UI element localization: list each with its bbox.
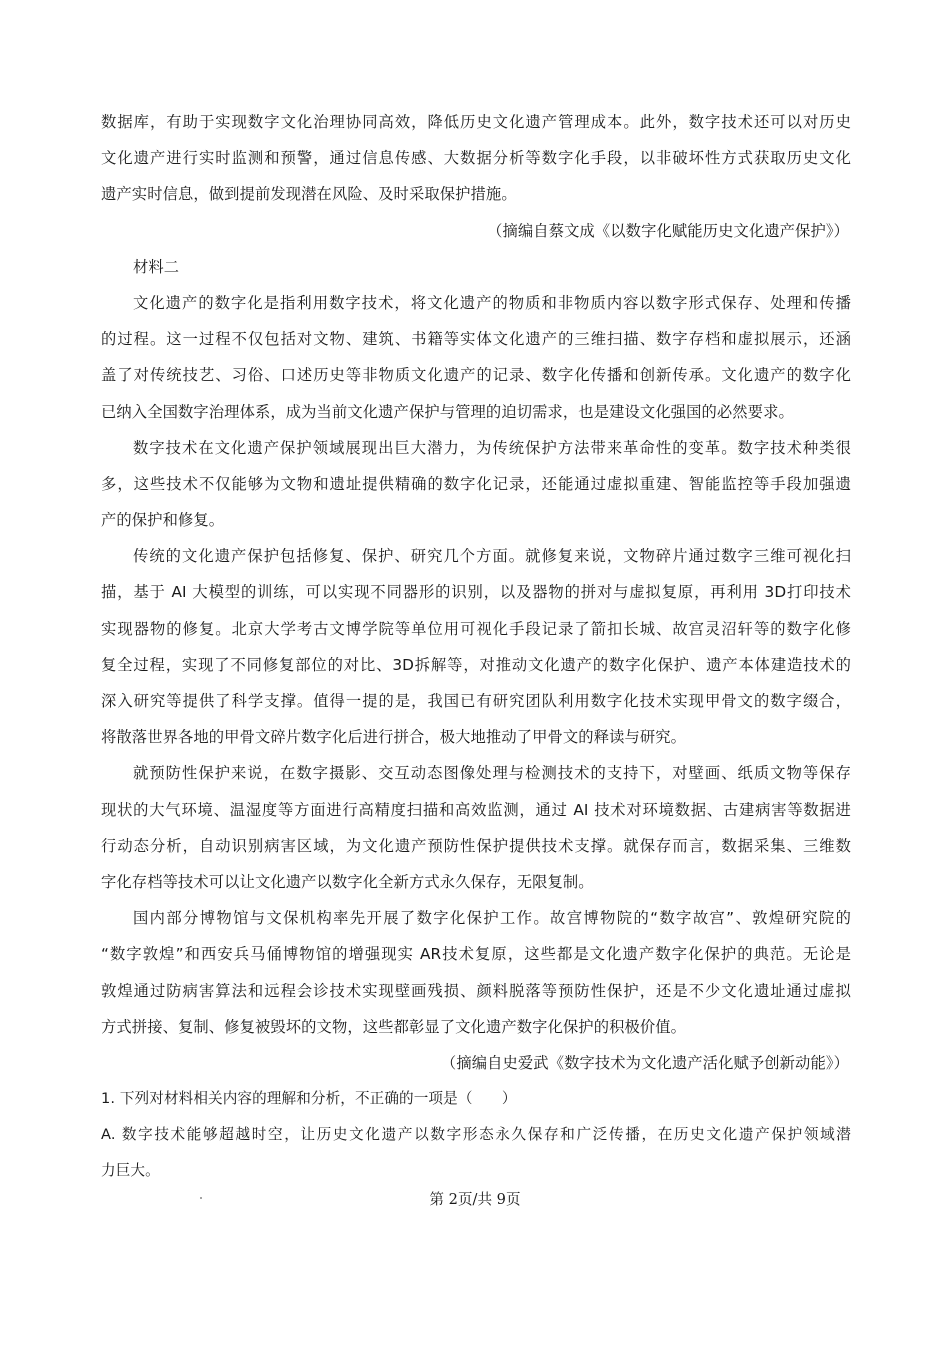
- material-2-paragraph-1: [101, 285, 851, 430]
- text-line: 行动态分析，自动识别病害区域，为文化遗产预防性保护提供技术支撑。就保存而言，数据采集、三维数: [101, 836, 851, 855]
- text-line: 文化遗产的数字化是指利用数字技术，将文化遗产的物质和非物质内容以数字形式保存、处理和传播: [133, 293, 851, 312]
- text-line: 字化存档等技术可以让文化遗产以数字化全新方式永久保存，无限复制。: [101, 872, 594, 891]
- material-2-paragraph-3: [101, 538, 851, 755]
- text-line: 方式拼接、复制、修复被毁坏的文物，这些都彰显了文化遗产数字化保护的积极价值。: [101, 1017, 687, 1036]
- material-2-paragraph-5: [101, 900, 851, 1045]
- text-line: 复全过程，实现了不同修复部位的对比、3D拆解等，对推动文化遗产的数字化保护、遗产本体建造技术的: [101, 655, 851, 674]
- text-line: 已纳入全国数字治理体系，成为当前文化遗产保护与管理的迫切需求，也是建设文化强国的必然要求。: [101, 402, 794, 421]
- text-line: 产的保护和修复。: [101, 511, 225, 530]
- text-line: 国内部分博物馆与文保机构率先开展了数字化保护工作。故宫博物院的“数字故宫”、敦煌研究院的: [133, 909, 851, 928]
- text-line: 传统的文化遗产保护包括修复、保护、研究几个方面。就修复来说，文物碎片通过数字三维可视化扫: [133, 547, 851, 566]
- source-citation-2: （摘编自史爱武《数字技术为文化遗产活化赋予创新动能》）: [440, 1053, 849, 1072]
- document-body: [101, 104, 851, 1190]
- source-citation-1: （摘编自蔡文成《以数字化赋能历史文化遗产保护》）: [487, 221, 849, 240]
- text-line: 数据库，有助于实现数字文化治理协同高效，降低历史文化遗产管理成本。此外，数字技术还可以对历史: [101, 113, 851, 131]
- material-2-heading: 材料二: [133, 257, 180, 276]
- text-line: 文化遗产进行实时监测和预警，通过信息传感、大数据分析等数字化手段，以非破坏性方式获取历史文化: [101, 149, 851, 168]
- text-line: “数字敦煌”和西安兵马俑博物馆的增强现实 AR技术复原，这些都是文化遗产数字化保护的典范。无论是: [101, 945, 851, 964]
- option-a-line: A. 数字技术能够超越时空，让历史文化遗产以数字形态永久保存和广泛传播，在历史文化遗产保护领域潜: [101, 1126, 851, 1144]
- question-stem: 1. 下列对材料相关内容的理解和分析，不正确的一项是（ ）: [101, 1090, 517, 1108]
- question-1: [101, 1081, 851, 1190]
- text-line: 数字技术在文化遗产保护领域展现出巨大潜力，为传统保护方法带来革命性的变革。数字技术种类很: [133, 438, 851, 457]
- text-line: 将散落世界各地的甲骨文碎片数字化后进行拼合，极大地推动了甲骨文的释读与研究。: [101, 728, 687, 747]
- option-a-line: 力巨大。: [101, 1162, 160, 1180]
- text-line: 盖了对传统技艺、习俗、口述历史等非物质文化遗产的记录、数字化传播和创新传承。文化遗产的数字化: [101, 366, 851, 385]
- paragraph-top: [101, 104, 851, 213]
- material-2-paragraph-4: [101, 755, 851, 900]
- text-line: 现状的大气环境、温湿度等方面进行高精度扫描和高效监测，通过 AI 技术对环境数据、古建病害等数据进: [101, 800, 851, 819]
- text-line: 深入研究等提供了科学支撑。值得一提的是，我国已有研究团队利用数字化技术实现甲骨文的数字缀合，: [101, 692, 851, 710]
- material-2-paragraph-2: [101, 430, 851, 539]
- text-line: 就预防性保护来说，在数字摄影、交互动态图像处理与检测技术的支持下，对壁画、纸质文物等保存: [133, 764, 851, 783]
- text-line: 的过程。这一过程不仅包括对文物、建筑、书籍等实体文化遗产的三维扫描、数字存档和虚拟展示，还涵: [101, 330, 851, 349]
- text-line: 敦煌通过防病害算法和远程会诊技术实现壁画残损、颜料脱落等预防性保护，还是不少文化遗址通过虚拟: [101, 981, 851, 1000]
- page-footer: 第 2页/共 9页: [429, 1191, 521, 1208]
- text-line: 实现器物的修复。北京大学考古文博学院等单位用可视化手段记录了箭扣长城、故宫灵沼轩等的数字化修: [101, 619, 851, 638]
- text-line: 遗产实时信息，做到提前发现潜在风险、及时采取保护措施。: [101, 185, 517, 204]
- text-line: 描，基于 AI 大模型的训练，可以实现不同器形的识别，以及器物的拼对与虚拟复原，再利用 3D打印技术: [101, 583, 851, 602]
- text-line: 多，这些技术不仅能够为文物和遗址提供精确的数字化记录，还能通过虚拟重建、智能监控等手段加强遗: [101, 474, 851, 493]
